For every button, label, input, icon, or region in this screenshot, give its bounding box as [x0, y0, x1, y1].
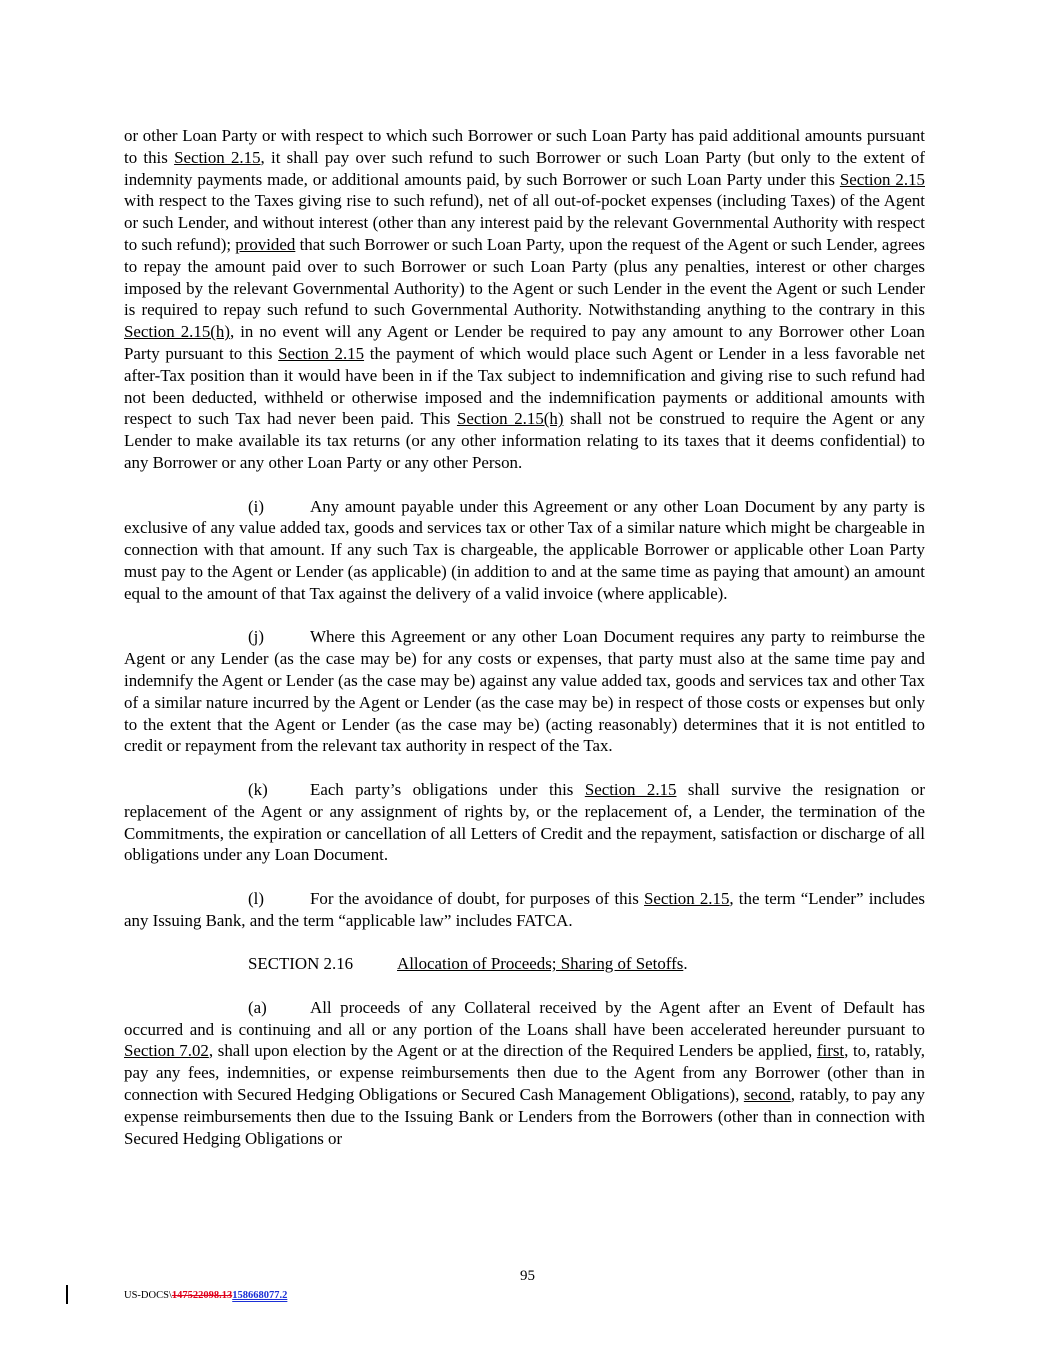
body-text: shall survive the resignation or replacement of the Agent or any assignment of rights by, or the replacement of, a Lender, the termination of the Commitments, the expiration or cancellation of all Letters of Credit and the repayment, satisfaction or discharge of all obligations under any Loan Document. [124, 779, 925, 865]
paragraph-i-label: (i) [248, 496, 264, 516]
paragraph-j [124, 626, 925, 757]
cross-reference-text: Section 2.15(h) [456, 409, 564, 429]
paragraph-j-label: (j) [248, 627, 264, 647]
body-text: , shall upon election by the Agent or at the direction of the Required Lenders be applied, [208, 1041, 817, 1061]
document-body [124, 125, 925, 1149]
document-id-footer [124, 1290, 287, 1301]
body-text: that such Borrower or such Loan Party, upon the request of the Agent or such Lender, agrees to repay the amount paid over to such Borrower or such Loan Party (plus any penalties, interest or other charges imposed by the relevant Governmental Authority) to the Agent or such Lender in the event the Agent or such Lender is required to repay such refund to such Governmental Authority. Notwithstanding anything to the contrary in this [124, 234, 926, 320]
section-heading [124, 953, 925, 975]
body-text: Where this Agreement or any other Loan Document requires any party to reimburse the Agent or any Lender (as the case may be) for any costs or expenses, that party must also at the same time pay and indemnify the Agent or Lender (as the case may be) against any value added tax, goods and services tax and other Tax of a similar nature incurred by the Agent or Lender (as the case may be) in respect of those costs or expenses but only to the extent that the Agent or Lender (as the case may be) (acting reasonably) determines that it is not entitled to credit or repayment from the relevant tax authority in respect of the Tax. [124, 627, 925, 756]
cross-reference-text: Section 2.15 [644, 888, 730, 908]
section-number: SECTION 2.16 [248, 954, 354, 974]
paragraph-a [124, 997, 925, 1150]
cross-reference-text: Section 2.15 [278, 343, 365, 363]
paragraph-k [124, 779, 925, 866]
paragraph-k-label: (k) [248, 779, 268, 799]
body-text: , to, ratably, pay any fees, indemnities, or expense reimbursements then due to the Agent from any Borrower (other than in connection with Secured Hedging Obligations or Secured Cash Management Obligations), [124, 1041, 925, 1105]
document-id-inserted: 158668077.2 [232, 1290, 288, 1301]
page-number: 95 [520, 1268, 535, 1284]
cross-reference-text: Section 2.15 [584, 779, 677, 799]
body-text: Any amount payable under this Agreement or any other Loan Document by any party is exclusive of any value added tax, goods and services tax or other Tax of a similar nature which might be chargeable in connection with that amount. If any such Tax is chargeable, the applicable Borrower or applicable other Loan Party must pay to the Agent or Lender (as applicable) (in addition to and at the same time as paying that amount) an amount equal to the amount of that Tax against the delivery of a valid invoice (where applicable). [124, 496, 925, 603]
paragraph-l [124, 888, 925, 932]
body-text: the payment of which would place such Agent or Lender in a less favorable net after-Tax position than it would have been in if the Tax subject to indemnification and giving rise to such refund had not been deducted, withheld or otherwise imposed and the indemnification payments or additional amounts with respect to such Tax had never been paid. This [124, 343, 925, 429]
section-title-period: . [683, 954, 688, 974]
document-id-prefix: US-DOCS\ [124, 1290, 172, 1301]
cross-reference-text: Section 2.15 [839, 169, 925, 189]
body-text: shall not be construed to require the Agent or any Lender to make available its tax returns (or any other information relating to its taxes that it deems confidential) to any Borrower or any other Loan Party or any other Person. [124, 409, 925, 472]
body-text: , ratably, to pay any expense reimbursements then due to the Issuing Bank or Lenders from the Borrowers (other than in connection with Secured Hedging Obligations or [124, 1085, 925, 1148]
body-text: Each party’s obligations under this [310, 779, 585, 799]
body-text: , in no event will any Agent or Lender be required to pay any amount to any Borrower other Loan Party pursuant to this [124, 322, 926, 363]
section-title: Allocation of Proceeds; Sharing of Setoffs [397, 954, 684, 974]
cross-reference-text: first [816, 1041, 845, 1061]
body-text: For the avoidance of doubt, for purposes of this [310, 888, 645, 908]
paragraph-h-continued [124, 125, 925, 474]
paragraph-a-label: (a) [248, 997, 267, 1017]
revision-change-bar [66, 1285, 68, 1304]
paragraph-l-label: (l) [248, 888, 264, 908]
cross-reference-text: Section 7.02 [124, 1041, 209, 1061]
cross-reference-text: provided [235, 234, 296, 254]
body-text: with respect to the Taxes giving rise to such refund), net of all out-of-pocket expenses (including Taxes) of the Agent or such Lender, and without interest (other than any interest paid by the relevant Governmental Authority with respect to such refund); [124, 191, 925, 254]
body-text: or other Loan Party or with respect to which such Borrower or such Loan Party has paid additional amounts pursuant to this [124, 126, 925, 167]
cross-reference-text: Section 2.15 [174, 147, 261, 167]
body-text: , it shall pay over such refund to such Borrower or such Loan Party (but only to the extent of indemnity payments made, or additional amounts paid, by such Borrower or such Loan Party under this [124, 147, 925, 189]
paragraph-i [124, 496, 925, 605]
body-text: All proceeds of any Collateral received by the Agent after an Event of Default has occurred and is continuing and all or any portion of the Loans shall have been accelerated hereunder pursuant to [124, 997, 925, 1039]
cross-reference-text: Section 2.15(h) [124, 322, 230, 342]
body-text: , the term “Lender” includes any Issuing Bank, and the term “applicable law” includes FATCA. [124, 888, 925, 930]
cross-reference-text: second [743, 1085, 791, 1105]
document-id-deleted: 147522098.13 [171, 1290, 233, 1301]
